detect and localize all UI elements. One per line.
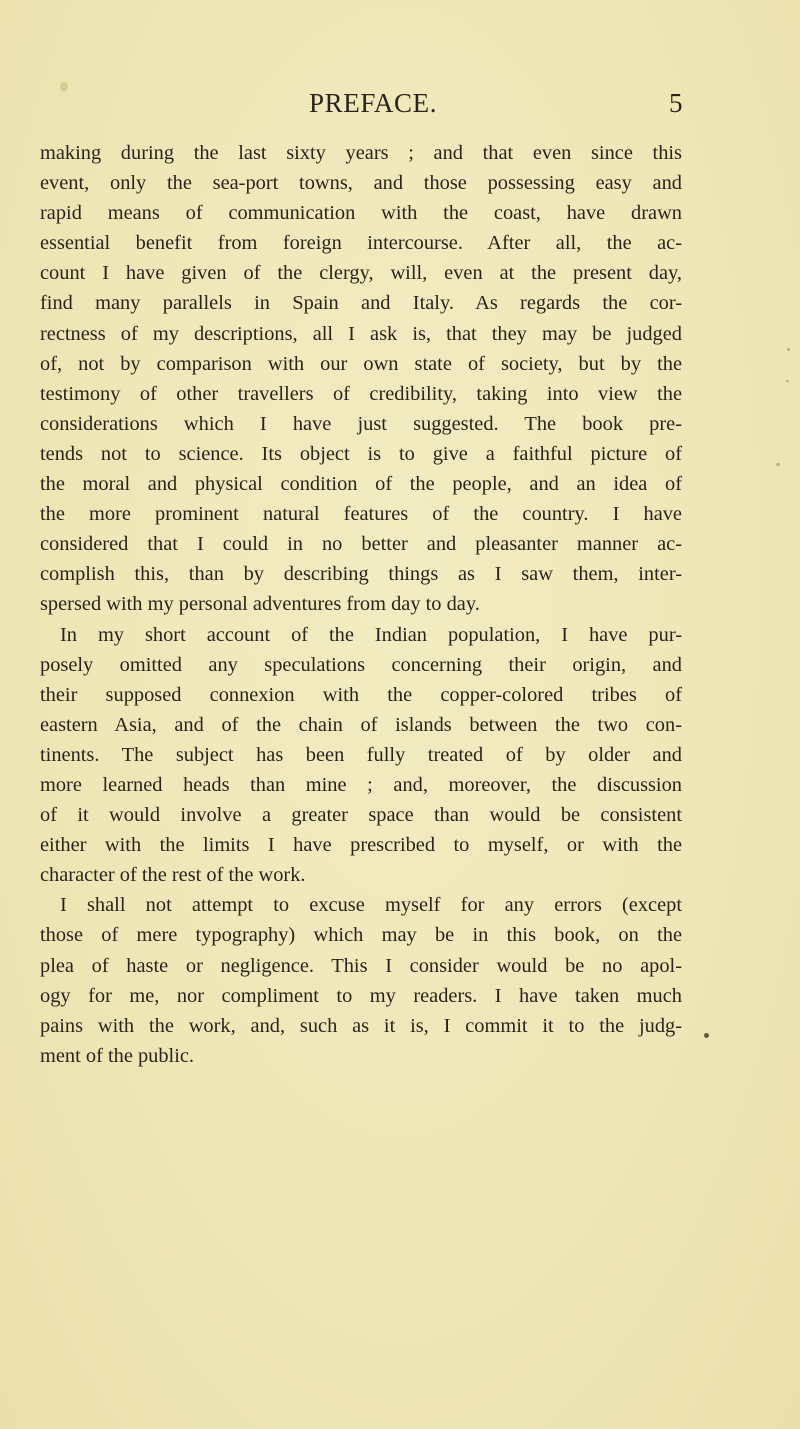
paragraph-end-line: spersed with my personal adventures from day to day.	[40, 593, 480, 616]
text-line: count I have given of the clergy, will, even at the present day,	[40, 262, 682, 285]
text-line: making during the last sixty years ; and that even since this	[40, 142, 682, 164]
text-line: rapid means of communication with the coast, have drawn	[40, 202, 682, 225]
running-title: PREFACE.	[309, 88, 438, 118]
text-line: event, only the sea-port towns, and those possessing easy and	[40, 172, 682, 195]
text-line: considerations which I have just suggested. The book pre-	[40, 412, 682, 435]
text-line: ogy for me, nor compliment to my readers. I have taken much	[40, 984, 682, 1007]
ink-speck	[786, 380, 789, 382]
text-line: more learned heads than mine ; and, moreover, the discussion	[40, 773, 682, 796]
paragraph-end-line: ment of the public.	[40, 1044, 195, 1067]
text-line: essential benefit from foreign intercourse. After all, the ac-	[40, 232, 682, 255]
text-line: testimony of other travellers of credibility, taking into view the	[40, 382, 682, 405]
ink-speck	[704, 1033, 709, 1038]
body-text	[40, 138, 682, 1071]
text-line: of, not by comparison with our own state of society, but by the	[40, 352, 682, 375]
text-line: those of mere typography) which may be in this book, on the	[40, 924, 682, 947]
text-line: plea of haste or negligence. This I consider would be no apol-	[40, 954, 682, 977]
text-line: considered that I could in no better and pleasanter manner ac-	[40, 533, 682, 556]
ink-speck	[787, 348, 790, 351]
text-line: tends not to science. Its object is to give a faithful picture of	[40, 442, 682, 465]
text-line: find many parallels in Spain and Italy. As regards the cor-	[40, 292, 682, 315]
text-line: tinents. The subject has been fully treated of by older and	[40, 743, 682, 766]
paragraph-first-line: In my short account of the Indian population, I have pur-	[60, 623, 682, 646]
page-number: 5	[669, 88, 683, 118]
running-head	[0, 88, 800, 122]
paragraph-first-line: I shall not attempt to excuse myself for any errors (except	[60, 894, 682, 917]
text-line: pains with the work, and, such as it is, I commit it to the judg-	[40, 1014, 682, 1037]
text-line: of it would involve a greater space than would be consistent	[40, 804, 682, 827]
text-line: the more prominent natural features of the country. I have	[40, 503, 682, 526]
text-line: the moral and physical condition of the people, and an idea of	[40, 473, 682, 496]
ink-speck	[776, 463, 780, 466]
text-line: rectness of my descriptions, all I ask is, that they may be judged	[40, 322, 682, 345]
text-line: posely omitted any speculations concerning their origin, and	[40, 653, 682, 676]
text-line: their supposed connexion with the copper-colored tribes of	[40, 683, 682, 706]
text-line: complish this, than by describing things as I saw them, inter-	[40, 563, 682, 586]
text-line: either with the limits I have prescribed to myself, or with the	[40, 834, 682, 857]
paragraph-end-line: character of the rest of the work.	[40, 864, 306, 887]
text-line: eastern Asia, and of the chain of islands between the two con-	[40, 713, 682, 736]
